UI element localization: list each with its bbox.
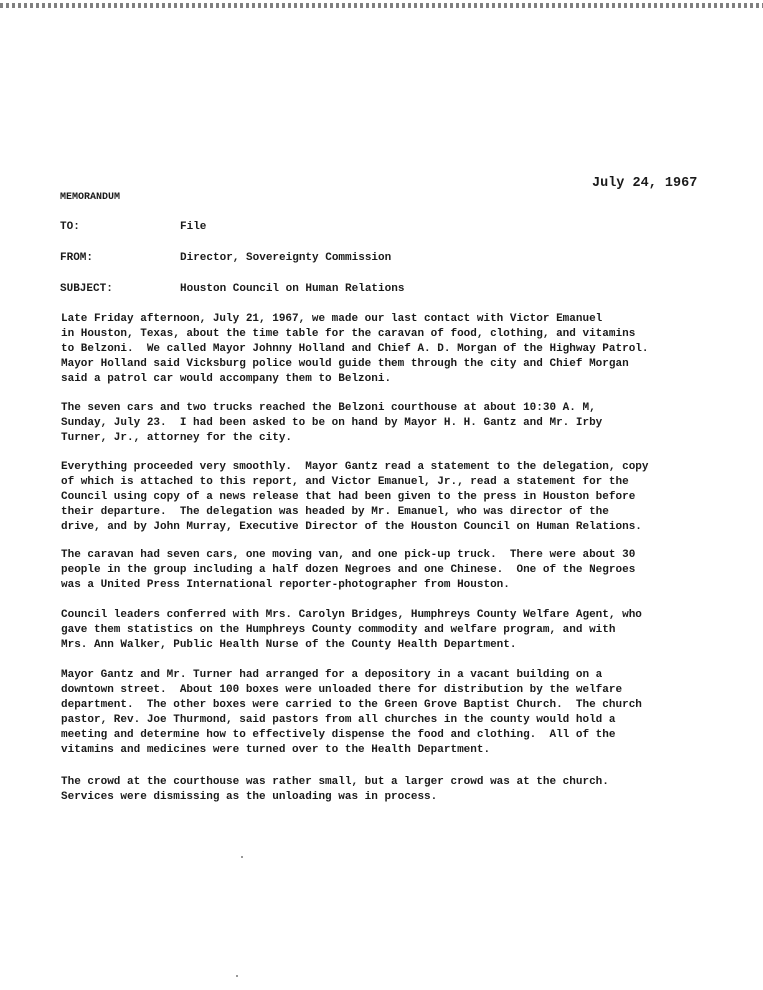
paper-perforation-edge [0, 3, 763, 8]
scan-speck [241, 856, 243, 858]
body-paragraph-1: Late Friday afternoon, July 21, 1967, we made our last contact with Victor Emanuel in Houston, Texas, about the time table for the caravan of food, clothing, and vitamins to Belzoni. We called Mayor Johnny Holland and Chief A. D. Morgan of the Highway Patrol. Mayor Holland said Vicksburg police would guide them through the city and Chief Morgan said a patrol car would accompany them to Belzoni. [61, 313, 649, 385]
from-label: FROM: [60, 252, 94, 264]
from-value: Director, Sovereignty Commission [180, 252, 392, 264]
body-paragraph-7: The crowd at the courthouse was rather small, but a larger crowd was at the church. Services were dismissing as the unloading was in process. [61, 776, 609, 803]
to-label: TO: [60, 221, 80, 233]
memo-heading: MEMORANDUM [60, 192, 121, 203]
body-paragraph-4: The caravan had seven cars, one moving van, and one pick-up truck. There were about 30 people in the group including a half dozen Negroes and one Chinese. One of the Negroes was a United Press International reporter-photographer from Houston. [61, 549, 636, 591]
body-paragraph-3: Everything proceeded very smoothly. Mayor Gantz read a statement to the delegation, copy of which is attached to this report, and Victor Emanuel, Jr., read a statement for the Council using copy of a news release that had been given to the press in Houston before their departure. The delegation was headed by Mr. Emanuel, who was director of the drive, and by John Murray, Executive Director of the Houston Council on Human Relations. [61, 461, 649, 533]
body-paragraph-2: The seven cars and two trucks reached the Belzoni courthouse at about 10:30 A. M, Sunday, July 23. I had been asked to be on hand by Mayor H. H. Gantz and Mr. Irby Turner, Jr., attorney for the city. [61, 402, 603, 444]
scan-speck [236, 975, 238, 977]
subject-label: SUBJECT: [60, 283, 113, 295]
memo-date: July 24, 1967 [592, 176, 698, 191]
body-paragraph-6: Mayor Gantz and Mr. Turner had arranged for a depository in a vacant building on a downtown street. About 100 boxes were unloaded there for distribution by the welfare department. The other boxes were carried to the Green Grove Baptist Church. The church pastor, Rev. Joe Thurmond, said pastors from all churches in the county would hold a meeting and determine how to effectively dispense the food and clothing. All of the vitamins and medicines were turned over to the Health Department. [61, 669, 642, 756]
subject-value: Houston Council on Human Relations [180, 283, 405, 295]
body-paragraph-5: Council leaders conferred with Mrs. Carolyn Bridges, Humphreys County Welfare Agent, who gave them statistics on the Humphreys County commodity and welfare program, and with Mrs. Ann Walker, Public Health Nurse of the County Health Department. [61, 609, 642, 651]
to-value: File [180, 221, 207, 233]
